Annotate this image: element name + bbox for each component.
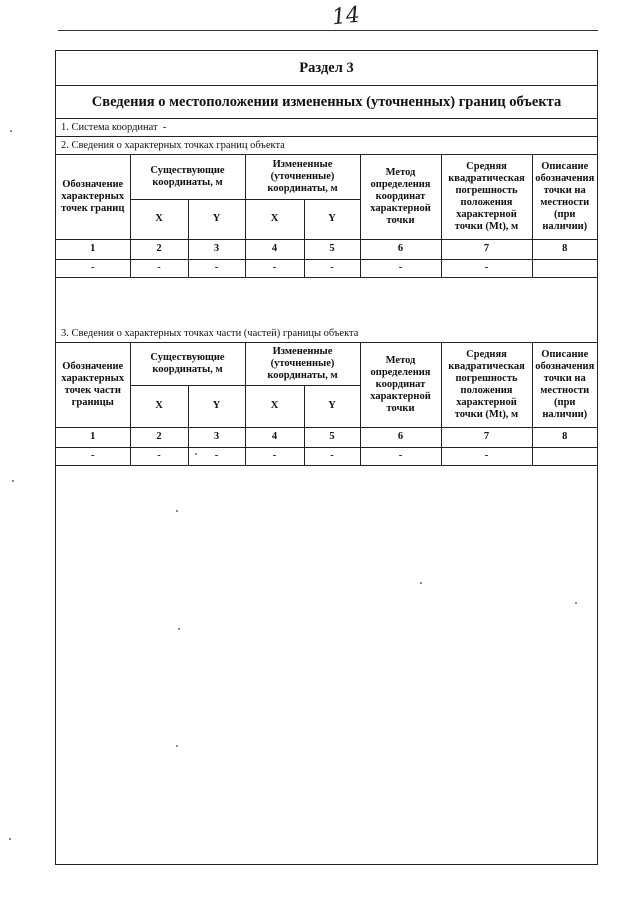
page-number: 14 — [330, 2, 362, 31]
column-number: 4 — [245, 239, 304, 259]
table-cell: - — [304, 259, 360, 277]
boundary-points-table — [56, 155, 597, 278]
scan-speck — [12, 480, 14, 482]
column-number: 6 — [360, 239, 441, 259]
header-method: Метод определения координат характерной точки — [360, 343, 441, 427]
header-changed-coords: Измененные (уточненные) координаты, м — [245, 343, 360, 385]
header-error: Средняя квадратическая погрешность положения характерной точки (Mt), м — [441, 343, 532, 427]
header-y-changed: Y — [304, 199, 360, 239]
form-frame — [55, 50, 598, 865]
table-cell — [532, 447, 597, 465]
column-number: 3 — [188, 427, 245, 447]
header-existing-coords: Существующие координаты, м — [130, 343, 245, 385]
coordinate-system-value: - — [162, 122, 167, 133]
header-y-changed: Y — [304, 385, 360, 427]
table-cell: - — [188, 259, 245, 277]
table-cell: - — [360, 259, 441, 277]
column-number: 1 — [56, 239, 130, 259]
table-cell: - — [360, 447, 441, 465]
header-existing-coords: Существующие координаты, м — [130, 155, 245, 199]
column-number: 7 — [441, 427, 532, 447]
table-cell: - — [130, 259, 188, 277]
column-number: 2 — [130, 239, 188, 259]
column-number: 7 — [441, 239, 532, 259]
column-number: 8 — [532, 427, 597, 447]
table-cell: - — [130, 447, 188, 465]
column-number: 1 — [56, 427, 130, 447]
column-number: 6 — [360, 427, 441, 447]
header-y-existing: Y — [188, 385, 245, 427]
section-title: Раздел 3 — [56, 51, 597, 86]
table1-caption: 2. Сведения о характерных точках границ объекта — [56, 137, 597, 155]
table-cell: - — [441, 259, 532, 277]
table-cell — [532, 259, 597, 277]
part-boundary-points-table — [56, 343, 597, 466]
scan-speck — [176, 745, 178, 747]
header-designation: Обозначение характерных точек границ — [56, 155, 130, 239]
scan-speck — [575, 602, 577, 604]
scan-speck — [195, 453, 197, 455]
table-cell: - — [245, 259, 304, 277]
header-designation: Обозначение характерных точек части границы — [56, 343, 130, 427]
coordinate-system-row — [56, 119, 597, 137]
header-x-existing: X — [130, 199, 188, 239]
scan-speck — [420, 582, 422, 584]
scan-speck — [9, 838, 11, 840]
header-error: Средняя квадратическая погрешность положения характерной точки (Mt), м — [441, 155, 532, 239]
column-number: 5 — [304, 427, 360, 447]
column-number: 5 — [304, 239, 360, 259]
table-cell: - — [441, 447, 532, 465]
table2-caption: 3. Сведения о характерных точках части (частей) границы объекта — [56, 325, 597, 343]
header-y-existing: Y — [188, 199, 245, 239]
section-subtitle: Сведения о местоположении измененных (уточненных) границ объекта — [56, 86, 597, 119]
header-description: Описание обозначения точки на местности (при наличии) — [532, 343, 597, 427]
coordinate-system-label: 1. Система координат — [61, 122, 158, 133]
scan-speck — [176, 510, 178, 512]
table-cell: - — [304, 447, 360, 465]
table-cell: - — [188, 447, 245, 465]
header-x-changed: X — [245, 385, 304, 427]
header-method: Метод определения координат характерной точки — [360, 155, 441, 239]
table-cell: - — [56, 447, 130, 465]
table-row — [56, 259, 597, 277]
header-changed-coords: Измененные (уточненные) координаты, м — [245, 155, 360, 199]
scan-speck — [178, 628, 180, 630]
top-rule — [58, 30, 598, 31]
table-cell: - — [245, 447, 304, 465]
header-description: Описание обозначения точки на местности (при наличии) — [532, 155, 597, 239]
column-number: 2 — [130, 427, 188, 447]
header-x-changed: X — [245, 199, 304, 239]
column-number: 8 — [532, 239, 597, 259]
header-x-existing: X — [130, 385, 188, 427]
table-cell: - — [56, 259, 130, 277]
column-number: 3 — [188, 239, 245, 259]
column-number: 4 — [245, 427, 304, 447]
scan-speck — [10, 130, 12, 132]
table-row — [56, 447, 597, 465]
